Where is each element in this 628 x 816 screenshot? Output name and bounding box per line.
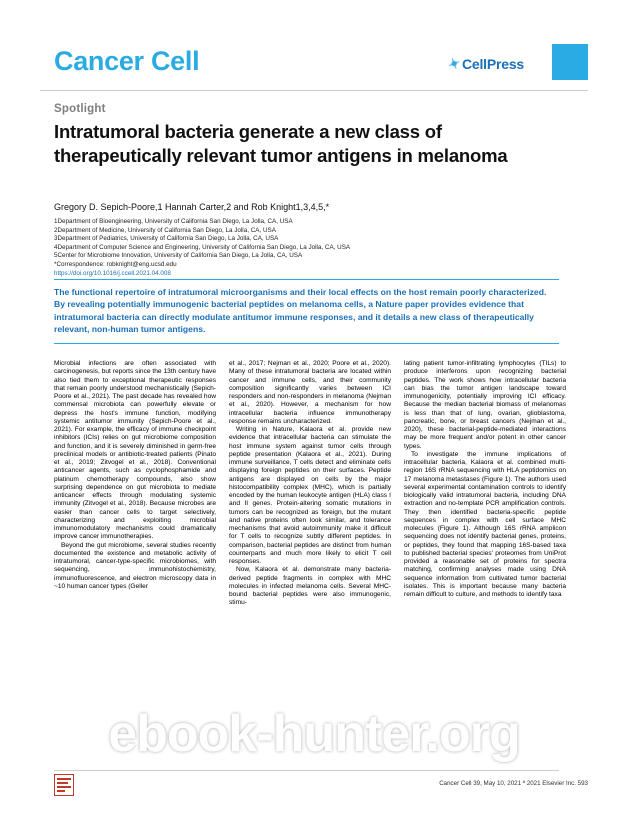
thumb-bar-1 (57, 778, 71, 780)
paragraph: lating patient tumor-infiltrating lymphocytes (TILs) to produce interferons upon recognizing bacterial peptides. The work shows how intracellular bacteria can bias the tumor antigen landscape toward immunogenicity, potentially improving ICI efficacy. Because the median bacterial biomass of melanomas is less than that of lung, ovarian, glioblastoma, pancreatic, bone, or breast cancers (Nejman et al., 2020), these bacterial-peptide-mediated interactions may be more frequent and/or potent in other cancer types. (404, 360, 566, 450)
article-sheet (40, 18, 588, 798)
footer-divider (54, 770, 559, 771)
watermark-text: ebook-hunter.org (108, 705, 520, 763)
doi-link[interactable]: https://doi.org/10.1016/j.ccell.2021.04.008 (54, 269, 171, 277)
body-column-1 (54, 360, 216, 760)
affiliation-2: 2Department of Medicine, University of California San Diego, La Jolla, CA, USA (54, 226, 276, 234)
paragraph: Beyond the gut microbiome, several studies recently documented the existence and metabolic activity of intratumoral, cancer-type-specific microbiomes, with sequencing, immunohistochemistry, immunofluorescence, and electron microscopy data in ~10 human cancer types (Geller (54, 541, 216, 590)
crossmark-square-icon (552, 44, 588, 80)
author-list: Gregory D. Sepich-Poore,1 Hannah Carter,2 and Rob Knight1,3,4,5,* (54, 202, 330, 212)
affiliation-3: 3Department of Pediatrics, University of California San Diego, La Jolla, CA, USA (54, 235, 279, 243)
body-columns (54, 360, 566, 760)
section-label: Spotlight (54, 103, 106, 115)
cellpress-label: CellPress (461, 56, 524, 72)
body-column-2 (229, 360, 391, 760)
affiliation-1: 1Department of Bioengineering, University of California San Diego, La Jolla, CA, USA (54, 218, 293, 225)
journal-cover-thumbnail-icon (54, 774, 74, 796)
footer-citation: Cancer Cell 39, May 10, 2021 ª 2021 Elsevier Inc. 593 (439, 780, 588, 787)
affiliation-4: 4Department of Computer Science and Engineering, University of California San Diego, La Jolla, CA, USA (54, 243, 351, 251)
abstract-rule-top (54, 279, 559, 280)
masthead-divider (40, 90, 588, 91)
journal-title: Cancer Cell (54, 46, 200, 76)
affiliations-block (54, 218, 564, 278)
correspondence: *Correspondence: robknight@eng.ucsd.edu (54, 260, 177, 268)
journal-masthead (40, 38, 588, 90)
paragraph: Writing in Nature, Kalaora et al. provide new evidence that intracellular bacteria can stimulate the host immune system against tumor cells through peptide presentation (Kalaora et al., 2021). During immune surveillance, T cells detect and eliminate cells displaying foreign peptides on their surfaces. Peptide antigens are displayed on cells by the major histocompatibility complex (MHC), which is partially encoded by the human leukocyte antigen (HLA) class I and II genes. Protein-altering somatic mutations in tumors can be recognized as foreign, but the mutant and native proteins often look similar, and tolerance mechanisms that avoid autoimmunity make it difficult for T cells to recognize subtly different peptides. In comparison, bacterial peptides are distinct from human counterparts and much more likely to elicit T cell responses. (229, 426, 391, 565)
page-title: Intratumoral bacteria generate a new class of therapeutically relevant tumor antigens in melanoma (54, 121, 508, 166)
thumb-bar-3 (57, 786, 71, 788)
cellpress-logo (445, 54, 524, 75)
paragraph: To investigate the immune implications of intracellular bacteria, Kalaora et al. combined multi-region 16S rRNA sequencing with HLA peptidomics on 17 melanoma metastases (Figure 1). The authors used several experimental contamination controls to identify biologically valid intratumoral bacteria, including DNA extraction and no-template PCR amplification controls. They then identified bacteria-specific peptide sequences in complex with cell surface MHC molecules (Figure 1). Although 16S rRNA amplicon sequencing does not identify bacterial genes, proteins, or peptides, they found that mapping 16S-based taxa to published bacterial species' proteomes from UniProt provided a reasonable set of proteins for spectra matching, confirming analyses made using DNA sequence information from cultivated tumor bacterial isolates. This is important because many bacteria remain difficult to culture, and methods to identify taxa (404, 450, 566, 598)
abstract-text: The functional repertoire of intratumoral microorganisms and their local effects on the host remain poorly characterized. By revealing potentially immunogenic bacterial peptides on melanoma cells, a Nature paper provides evidence that intratumoral bacteria can directly modulate antitumor immune responses, and it details a new class of therapeutically relevant, non-human tumor antigens. (54, 287, 547, 335)
thumb-bar-4 (57, 790, 65, 792)
body-column-3 (404, 360, 566, 760)
paragraph: Microbial infections are often associated with carcinogenesis, but reports since the 13th century have also tied them to exceptional therapeutic responses that remain poorly understood mechanistically (Sepich-Poore et al., 2021). The past decade has revealed how commensal microbiota can powerfully elevate or depress the host's immune function, modifying systemic antitumor immunity (Sepich-Poore et al., 2021). For example, the efficacy of immune checkpoint inhibitors (ICIs) relies on gut microbiome composition and function, and it is severely diminished in germ-free preclinical models or antibiotic-treated patients (Pinato et al., 2019; Zitvogel et al., 2018). Conventional anticancer agents, such as cyclophosphamide and platinum chemotherapy compounds, also show surprising dependence on gut microbiota to mediate anticancer effects through modulating systemic immunity (Zitvogel et al., 2018). Because microbes are easier than cancer cells to target selectively, characterizing and exploiting microbial immunomodulatory mechanisms could dramatically improve cancer immunotherapies. (54, 360, 216, 541)
cellpress-mark-icon: ✦ (445, 54, 463, 75)
paragraph: et al., 2017; Nejman et al., 2020; Poore et al., 2020). Many of these intratumoral bacteria are located within cancer and immune cells, and their community composition significantly varies between ICI responders and non-responders in melanoma (Nejman et al., 2020). However, a mechanism for how intracellular bacteria influence immunotherapy response remains uncharacterized. (229, 360, 391, 425)
paragraph: Now, Kalaora et al. demonstrate many bacteria-derived peptide fragments in complex with MHC molecules in infected melanoma cells. Several MHC-bound bacterial peptides were also immunogenic, stimu- (229, 566, 391, 607)
abstract-rule-bottom (54, 343, 559, 344)
thumb-bar-2 (57, 782, 68, 784)
affiliation-5: 5Center for Microbiome Innovation, University of California San Diego, La Jolla, CA, USA (54, 252, 303, 260)
